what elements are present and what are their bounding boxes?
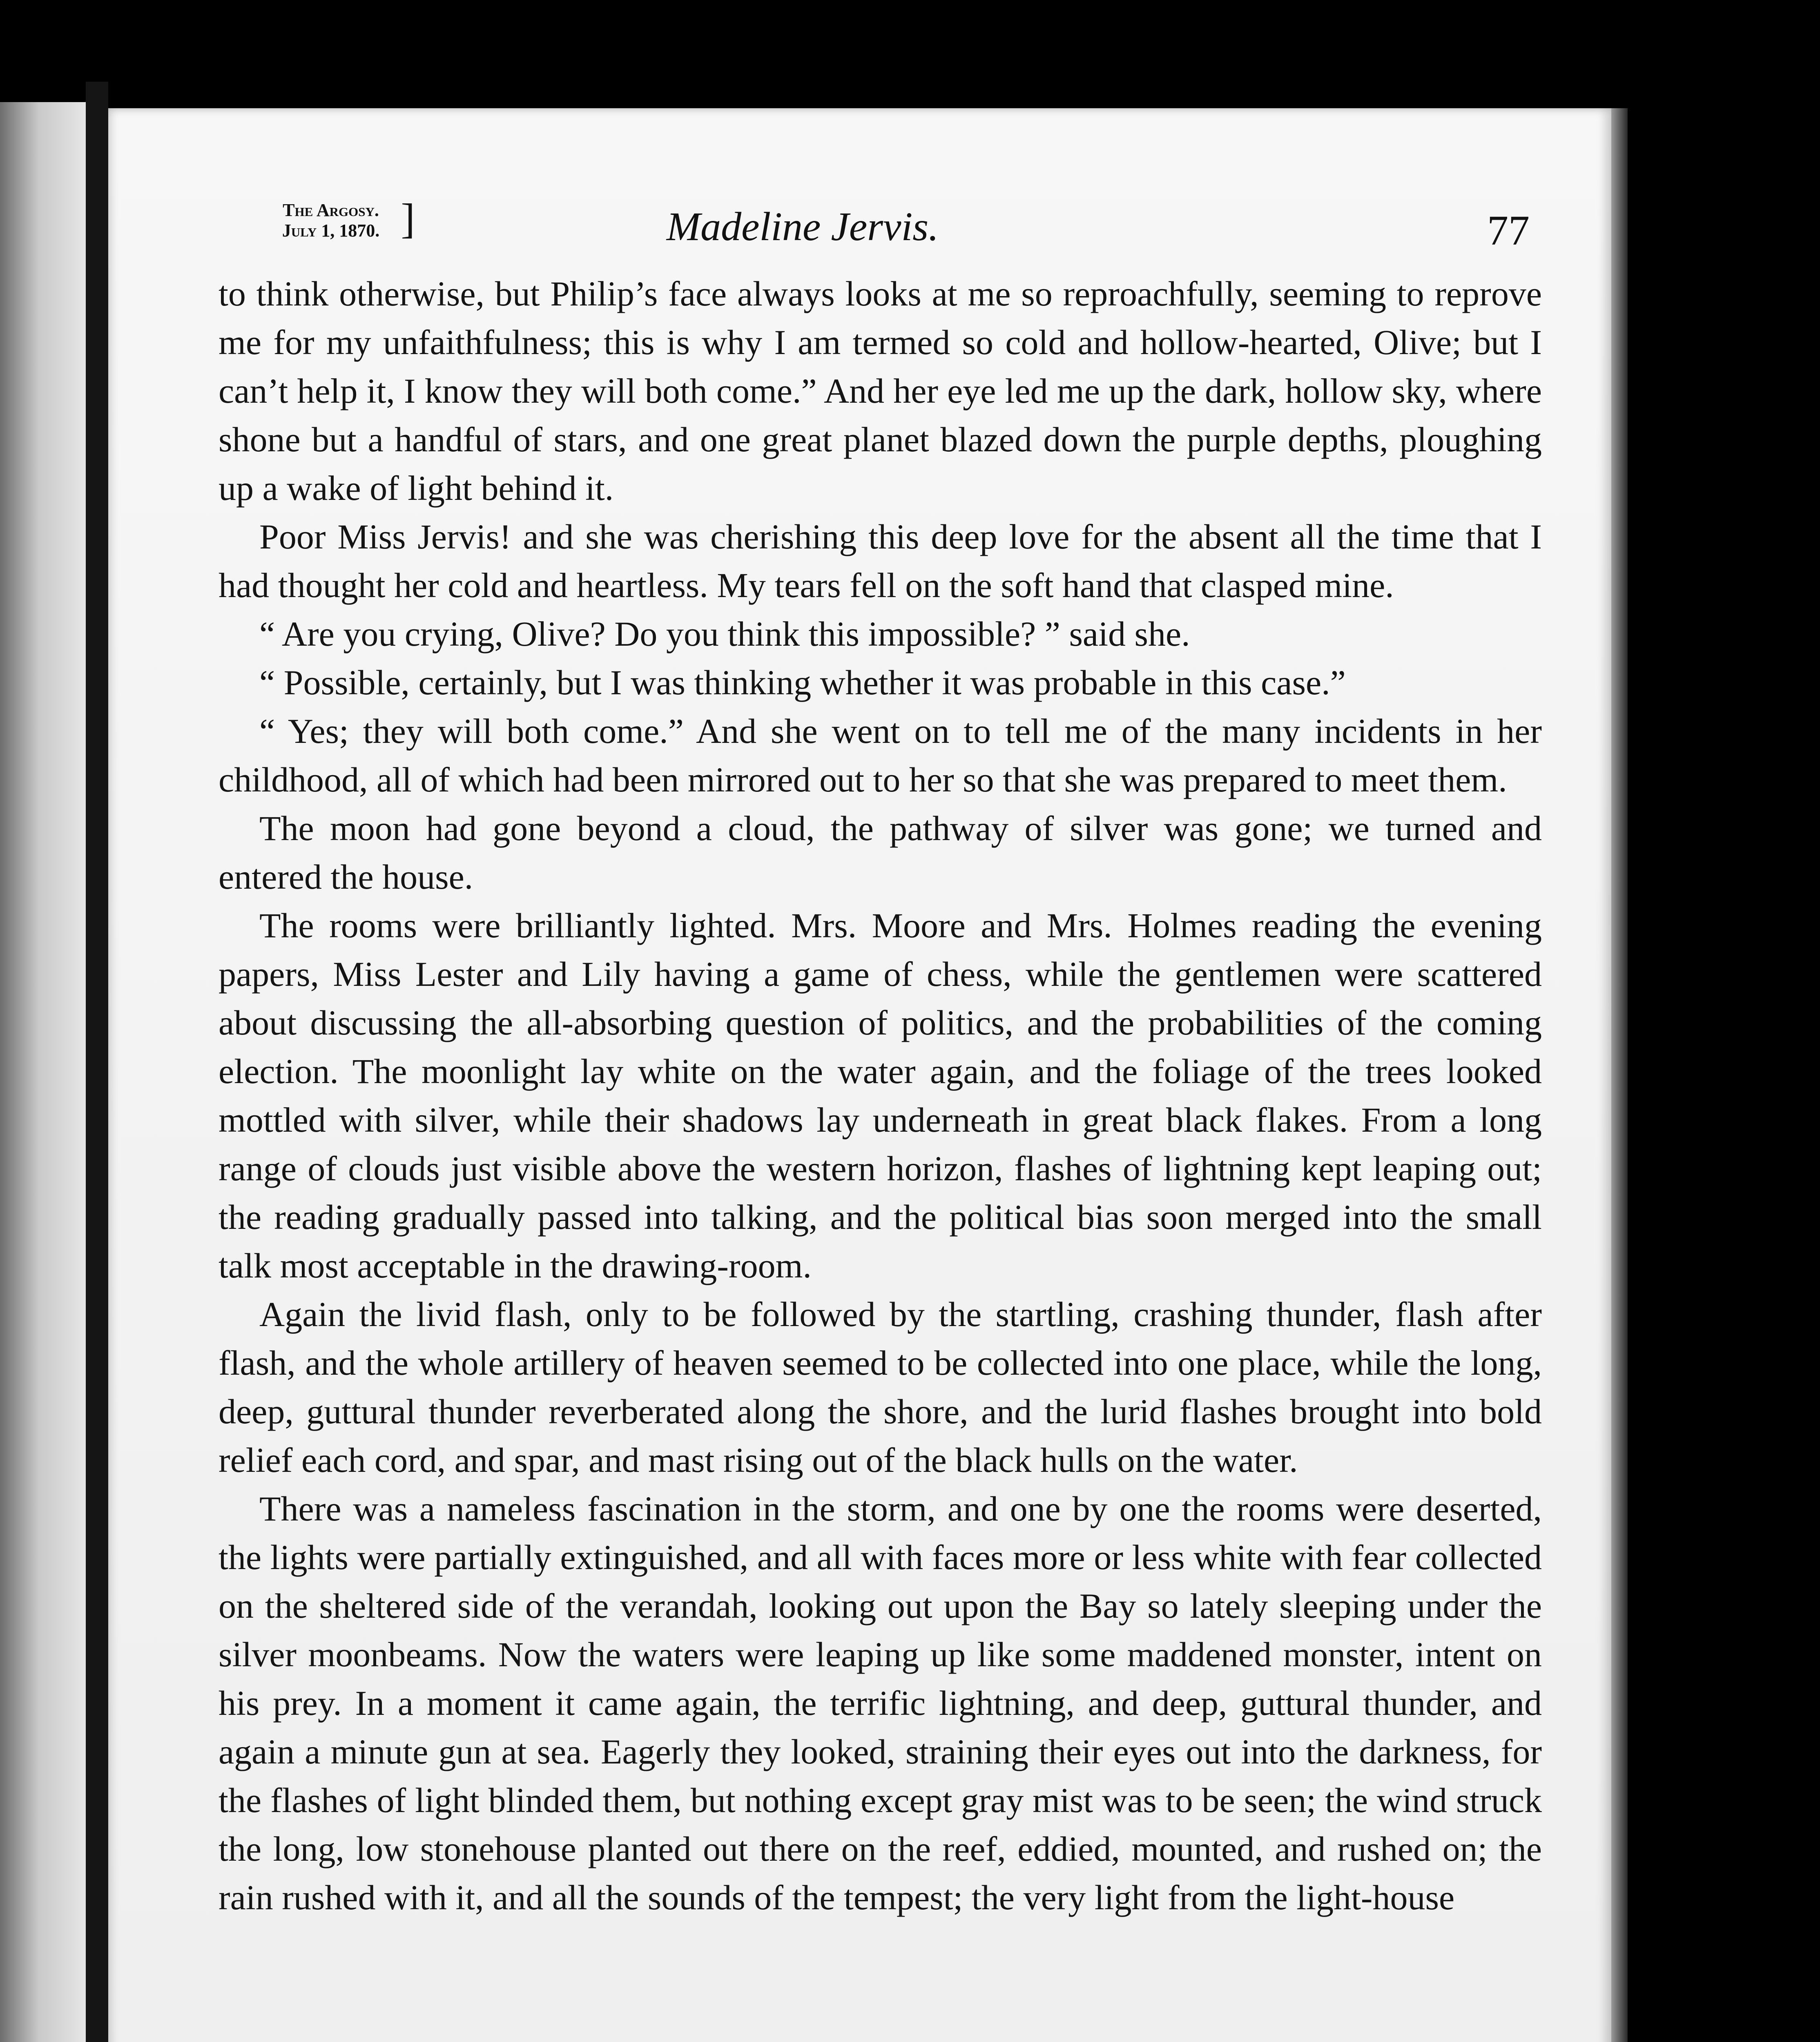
- header-source: [257, 195, 415, 242]
- running-header: [108, 195, 1611, 265]
- header-source-line2: July 1, 1870.: [282, 221, 380, 241]
- scanned-page: [108, 108, 1611, 2042]
- paragraph: “ Possible, certainly, but I was thinking whether it was probable in this case.”: [259, 663, 1346, 702]
- paragraph: “ Yes; they will both come.” And she went on to tell me of the many incidents in her childhood, all of which had been mirrored out to her so that she was prepared to meet them.: [219, 711, 1542, 799]
- facing-page-edge: [0, 102, 86, 2042]
- book-gutter: [86, 82, 108, 2042]
- paragraph: The rooms were brilliantly lighted. Mrs. Moore and Mrs. Holmes reading the evening papers, Miss Lester and Lily having a game of chess, while the gentlemen were scattered about discussing the all-absorbing question of politics, and the probabilities of the coming election. The moonlight lay white on the water again, and the foliage of the trees looked mottled with silver, while their shadows lay underneath in great black flakes. From a long range of clouds just visible above the western horizon, flashes of lightning kept leaping out; the reading gradually passed into talking, and the political bias soon merged into the small talk most acceptable in the drawing-room.: [219, 906, 1542, 1285]
- paragraph: “ Are you crying, Olive? Do you think this impossible? ” said she.: [259, 614, 1190, 653]
- paragraph: to think otherwise, but Philip’s face always looks at me so reproachfully, seeming to reprove me for my unfaithfulness; this is why I am termed so cold and hollow-hearted, Olive; but I can’t help it, I know they will both come.” And her eye led me up the dark, hollow sky, where shone but a handful of stars, and one great planet blazed down the purple depths, ploughing up a wake of light behind it.: [219, 274, 1542, 508]
- page-right-edge: [1611, 108, 1628, 2042]
- header-source-line1: The Argosy.: [283, 200, 379, 220]
- paragraph: Poor Miss Jervis! and she was cherishing this deep love for the absent all the time that I had thought her cold and heartless. My tears fell on the soft hand that clasped mine.: [219, 517, 1542, 605]
- page-title: Madeline Jervis.: [666, 204, 939, 249]
- paragraph: There was a nameless fascination in the storm, and one by one the rooms were deserted, the lights were partially extinguished, and all with faces more or less white with fear collected on the sheltered side of the verandah, looking out upon the Bay so lately sleeping under the silver moonbeams. Now the waters were leaping up like some maddened monster, intent on his prey. In a moment it came again, the terrific lightning, and deep, guttural thunder, and again a minute gun at sea. Eagerly they looked, straining their eyes out into the darkness, for the flashes of light blinded them, but nothing except gray mist was to be seen; the wind struck the long, low stonehouse planted out there on the reef, eddied, mounted, and rushed on; the rain rushed with it, and all the sounds of the tempest; the very light from the light-house: [219, 1489, 1542, 1917]
- paragraph: Again the livid flash, only to be followed by the startling, crashing thunder, flash after flash, and the whole artillery of heaven seemed to be collected into one place, while the long, deep, guttural thunder reverberated along the shore, and the lurid flashes brought into bold relief each cord, and spar, and mast rising out of the black hulls on the water.: [219, 1295, 1542, 1480]
- header-bracket: ]: [401, 195, 415, 242]
- page-number: 77: [1487, 207, 1530, 254]
- paragraph: The moon had gone beyond a cloud, the pathway of silver was gone; we turned and entered the house.: [219, 809, 1542, 896]
- body-text: [219, 270, 1542, 1922]
